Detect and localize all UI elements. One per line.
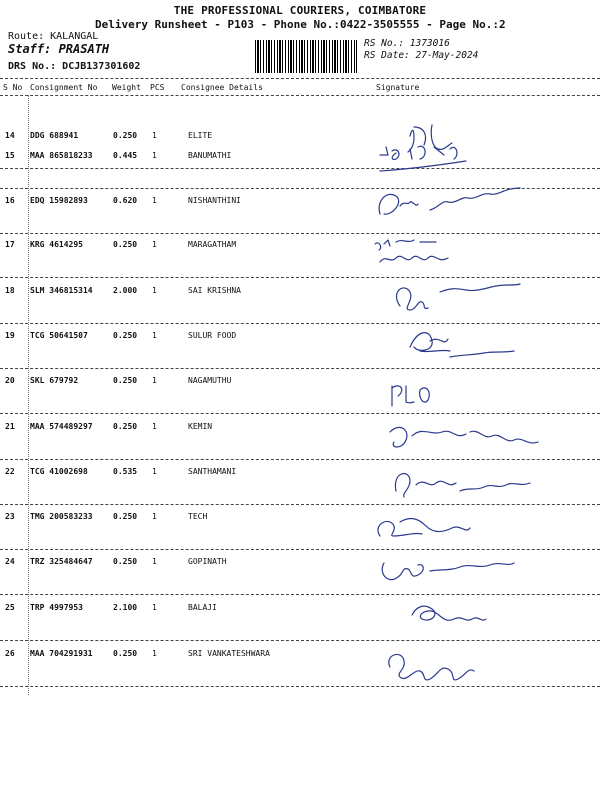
row-consignment-no: TCG 41002698 [30,467,88,476]
row-weight: 0.250 [113,649,138,658]
signature-scribble [360,457,600,507]
row-consignee: BALAJI [188,603,217,612]
column-header-sno: S No [3,83,23,92]
row-weight: 0.535 [113,467,138,476]
table-row [0,240,600,260]
row-consignment-no: DDG 688941 [30,131,79,140]
row-consignment-no: TRZ 325484647 [30,557,93,566]
row-pcs: 1 [152,649,157,658]
signature-scribble [360,276,600,326]
table-row [0,467,600,487]
table-row [0,331,600,351]
row-consignee: SULUR FOOD [188,331,237,340]
row-consignment-no: MAA 704291931 [30,649,93,658]
row-sno: 15 [5,151,15,160]
row-consignee: ELITE [188,131,213,140]
row-sno: 25 [5,603,15,612]
row-sno: 22 [5,467,15,476]
row-consignment-no: MAA 865818233 [30,151,93,160]
table-row [0,376,600,396]
row-pcs: 1 [152,603,157,612]
table-row [0,151,600,171]
row-consignment-no: EDQ 15982893 [30,196,88,205]
row-pcs: 1 [152,196,157,205]
table-row [0,603,600,623]
row-consignee: BANUMATHI [188,151,232,160]
row-sno: 16 [5,196,15,205]
row-consignee: GOPINATH [188,557,227,566]
row-pcs: 1 [152,376,157,385]
row-divider [0,686,600,687]
rs-date: RS Date: 27-May-2024 [364,50,479,61]
runsheet-subtitle: Delivery Runsheet - P103 - Phone No.:0422-3505555 - Page No.:2 [95,18,506,31]
row-pcs: 1 [152,151,157,160]
signature-scribble [360,366,600,416]
row-pcs: 1 [152,467,157,476]
row-weight: 2.100 [113,603,138,612]
row-weight: 0.250 [113,422,138,431]
table-row [0,286,600,306]
row-consignee: KEMIN [188,422,213,431]
row-consignment-no: TCG 50641507 [30,331,88,340]
row-consignee: SAI KRISHNA [188,286,241,295]
drs-number: DRS No.: DCJB137301602 [8,61,141,72]
barcode-image [255,40,357,73]
signature-scribble [360,639,600,689]
row-pcs: 1 [152,512,157,521]
signature-scribble [360,412,600,462]
row-consignee: MARAGATHAM [188,240,237,249]
row-weight: 0.250 [113,376,138,385]
row-weight: 2.000 [113,286,138,295]
row-consignment-no: SLM 346815314 [30,286,93,295]
row-weight: 0.250 [113,557,138,566]
row-weight: 0.250 [113,331,138,340]
row-sno: 21 [5,422,15,431]
row-sno: 18 [5,286,15,295]
row-pcs: 1 [152,286,157,295]
route-label: Route: KALANGAL [8,31,99,42]
row-consignment-no: SKL 679792 [30,376,79,385]
column-header-weight: Weight [112,83,141,92]
column-header-pcs: PCS [150,83,165,92]
column-header-signature: Signature [376,83,420,92]
row-consignee: NISHANTHINI [188,196,241,205]
signature-scribble [360,547,600,597]
column-header-consignee: Consignee Details [181,83,263,92]
divider-top [0,78,600,79]
row-pcs: 1 [152,240,157,249]
row-pcs: 1 [152,422,157,431]
row-weight: 0.620 [113,196,138,205]
signature-scribble [360,321,600,371]
row-consignment-no: MAA 574489297 [30,422,93,431]
row-weight: 0.445 [113,151,138,160]
row-sno: 19 [5,331,15,340]
row-consignee: TECH [188,512,208,521]
row-consignment-no: KRG 4614295 [30,240,83,249]
row-consignee: SRI VANKATESHWARA [188,649,270,658]
divider-header [0,95,600,96]
staff-label: Staff: PRASATH [8,42,110,56]
row-weight: 0.250 [113,240,138,249]
table-row [0,196,600,216]
row-sno: 14 [5,131,15,140]
column-header-consignment: Consignment No [30,83,98,92]
row-consignee: NAGAMUTHU [188,376,232,385]
table-row [0,512,600,532]
signature-scribble [360,186,600,236]
row-sno: 20 [5,376,15,385]
signature-scribble [360,593,600,643]
signature-scribble [360,502,600,552]
rs-number: RS No.: 1373016 [364,38,450,49]
row-consignment-no: TRP 4997953 [30,603,83,612]
row-sno: 26 [5,649,15,658]
row-weight: 0.250 [113,512,138,521]
row-consignment-no: TMG 200583233 [30,512,93,521]
row-pcs: 1 [152,331,157,340]
row-sno: 24 [5,557,15,566]
row-weight: 0.250 [113,131,138,140]
row-pcs: 1 [152,557,157,566]
report-title: THE PROFESSIONAL COURIERS, COIMBATORE [173,4,427,17]
row-consignee: SANTHAMANI [188,467,237,476]
signature-scribble [360,141,600,191]
table-row [0,557,600,577]
row-sno: 17 [5,240,15,249]
table-row [0,422,600,442]
signature-scribble [360,230,600,280]
row-sno: 23 [5,512,15,521]
row-pcs: 1 [152,131,157,140]
table-row [0,649,600,669]
